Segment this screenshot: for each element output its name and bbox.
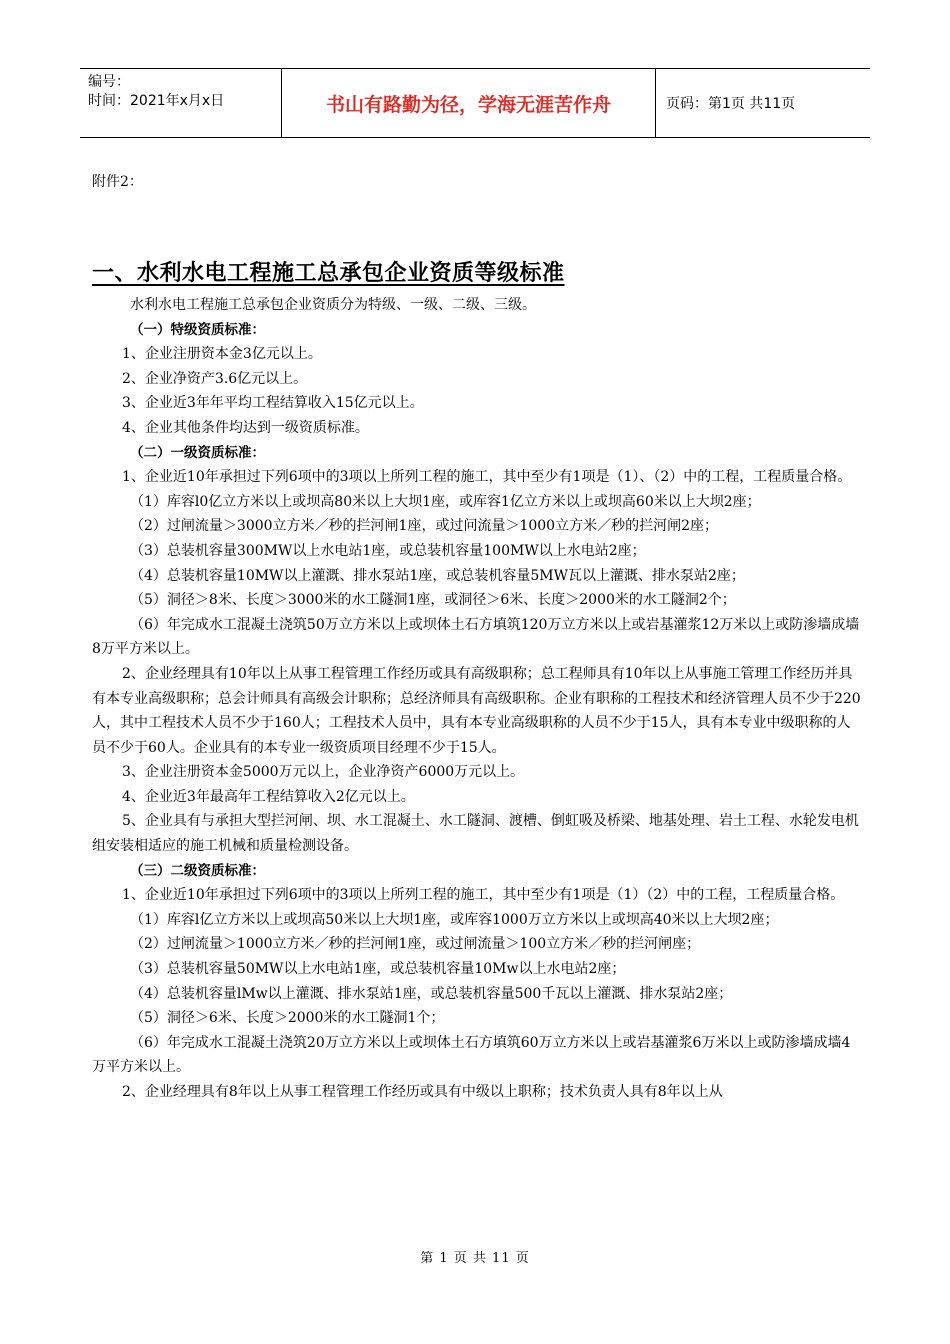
body-paragraph: （4）总装机容量lMw以上灌溉、排水泵站1座，或总装机容量500千瓦以上灌溉、排水泵站2座； xyxy=(130,985,733,1002)
body-paragraph: 5、企业具有与承担大型拦河闸、坝、水工混凝土、水工隧洞、渡槽、倒虹吸及桥梁、地基处理、岩土工程、水轮发电机组安装相适应的施工机械和质量检测设备。 xyxy=(92,813,859,855)
header-motto: 书山有路勤为径，学海无涯苦作舟 xyxy=(282,69,656,137)
body-paragraph: （1）库容l亿立方米以上或坝高50米以上大坝1座，或库容1000万立方米以上或坝高40米以上大坝2座； xyxy=(130,911,779,928)
document-body xyxy=(92,293,862,1105)
body-paragraph: 2、企业净资产3.6亿元以上。 xyxy=(122,370,308,387)
section-heading: （二）一级资质标准： xyxy=(130,444,265,461)
paragraph-list xyxy=(92,318,862,1105)
body-paragraph: 2、企业经理具有10年以上从事工程管理工作经历或具有高级职称；总工程师具有10年以上从事施工管理工作经历并具有本专业高级职称；总会计师具有高级会计职称；总经济师具有高级职称。企业有职称的工程技术和经济管理人员不少于220人，其中工程技术人员不少于160人；工程技术人员中，具有本专业高级职称的人员不少于15人，具有本专业中级职称的人员不少于60人。企业具有的本专业一级资质项目经理不少于15人。 xyxy=(92,665,861,756)
body-paragraph: 4、企业近3年最高年工程结算收入2亿元以上。 xyxy=(122,788,415,805)
body-paragraph: （3）总装机容量50MW以上水电站1座，或总装机容量10Mw以上水电站2座； xyxy=(130,961,626,978)
page-title: 一、水利水电工程施工总承包企业资质等级标准 xyxy=(92,261,565,286)
section-heading: （三）二级资质标准： xyxy=(130,862,265,879)
document-header xyxy=(80,68,870,138)
number-label: 编号： xyxy=(88,74,130,90)
body-paragraph: （6）年完成水工混凝土浇筑20万立方米以上或坝体土石方填筑60万立方米以上或岩基灌浆6万米以上或防渗墙成墙4万平方米以上。 xyxy=(92,1034,851,1076)
page-footer: 第 1 页 共 11 页 xyxy=(420,1251,530,1266)
body-paragraph: 4、企业其他条件均达到一级资质标准。 xyxy=(122,419,369,436)
header-meta xyxy=(80,69,282,137)
body-paragraph: 3、企业近3年年平均工程结算收入15亿元以上。 xyxy=(122,395,424,412)
date-label: 时间：2021年x月x日 xyxy=(88,93,225,109)
body-paragraph: 1、企业近10年承担过下列6项中的3项以上所列工程的施工，其中至少有1项是（1）（2）中的工程，工程质量合格。 xyxy=(122,887,845,904)
body-paragraph: （3）总装机容量300MW以上水电站1座，或总装机容量100MW以上水电站2座； xyxy=(130,542,646,559)
body-paragraph: 2、企业经理具有8年以上从事工程管理工作经历或具有中级以上职称；技术负责人具有8年以上从 xyxy=(122,1084,723,1100)
body-paragraph: （2）过闸流量＞1000立方米／秒的拦河闸1座，或过闸流量＞100立方米／秒的拦河闸座； xyxy=(130,936,701,953)
body-paragraph: 1、企业注册资本金3亿元以上。 xyxy=(122,346,322,363)
body-paragraph: 1、企业近10年承担过下列6项中的3项以上所列工程的施工，其中至少有1项是（1）、（2）中的工程，工程质量合格。 xyxy=(122,469,852,486)
body-paragraph: 3、企业注册资本金5000万元以上，企业净资产6000万元以上。 xyxy=(122,764,525,781)
body-paragraph: （1）库容l0亿立方米以上或坝高80米以上大坝1座，或库容1亿立方米以上或坝高60米以上大坝2座； xyxy=(130,493,761,510)
body-paragraph: （4）总装机容量10MW以上灌溉、排水泵站1座，或总装机容量5MW瓦以上灌溉、排水泵站2座； xyxy=(130,567,745,584)
header-page-code: 页码：第1页 共11页 xyxy=(666,96,796,112)
attachment-label: 附件2： xyxy=(92,174,143,190)
body-paragraph: （6）年完成水工混凝土浇筑50万立方米以上或坝体土石方填筑120万立方米以上或岩基灌浆12万米以上或防渗墙成墙8万平方米以上。 xyxy=(92,616,860,658)
intro-paragraph: 水利水电工程施工总承包企业资质分为特级、一级、二级、三级。 xyxy=(130,297,536,313)
body-paragraph: （5）洞径＞8米、长度＞3000米的水工隧洞1座，或洞径＞6米、长度＞2000米的水工隧洞2个； xyxy=(130,592,736,609)
body-paragraph: （2）过闸流量＞3000立方米／秒的拦河闸1座，或过问流量＞1000立方米／秒的拦河闸2座； xyxy=(130,518,718,535)
body-paragraph: （5）洞径＞6米、长度＞2000米的水工隧洞1个； xyxy=(130,1010,445,1027)
section-heading: （一）特级资质标准： xyxy=(130,321,265,338)
